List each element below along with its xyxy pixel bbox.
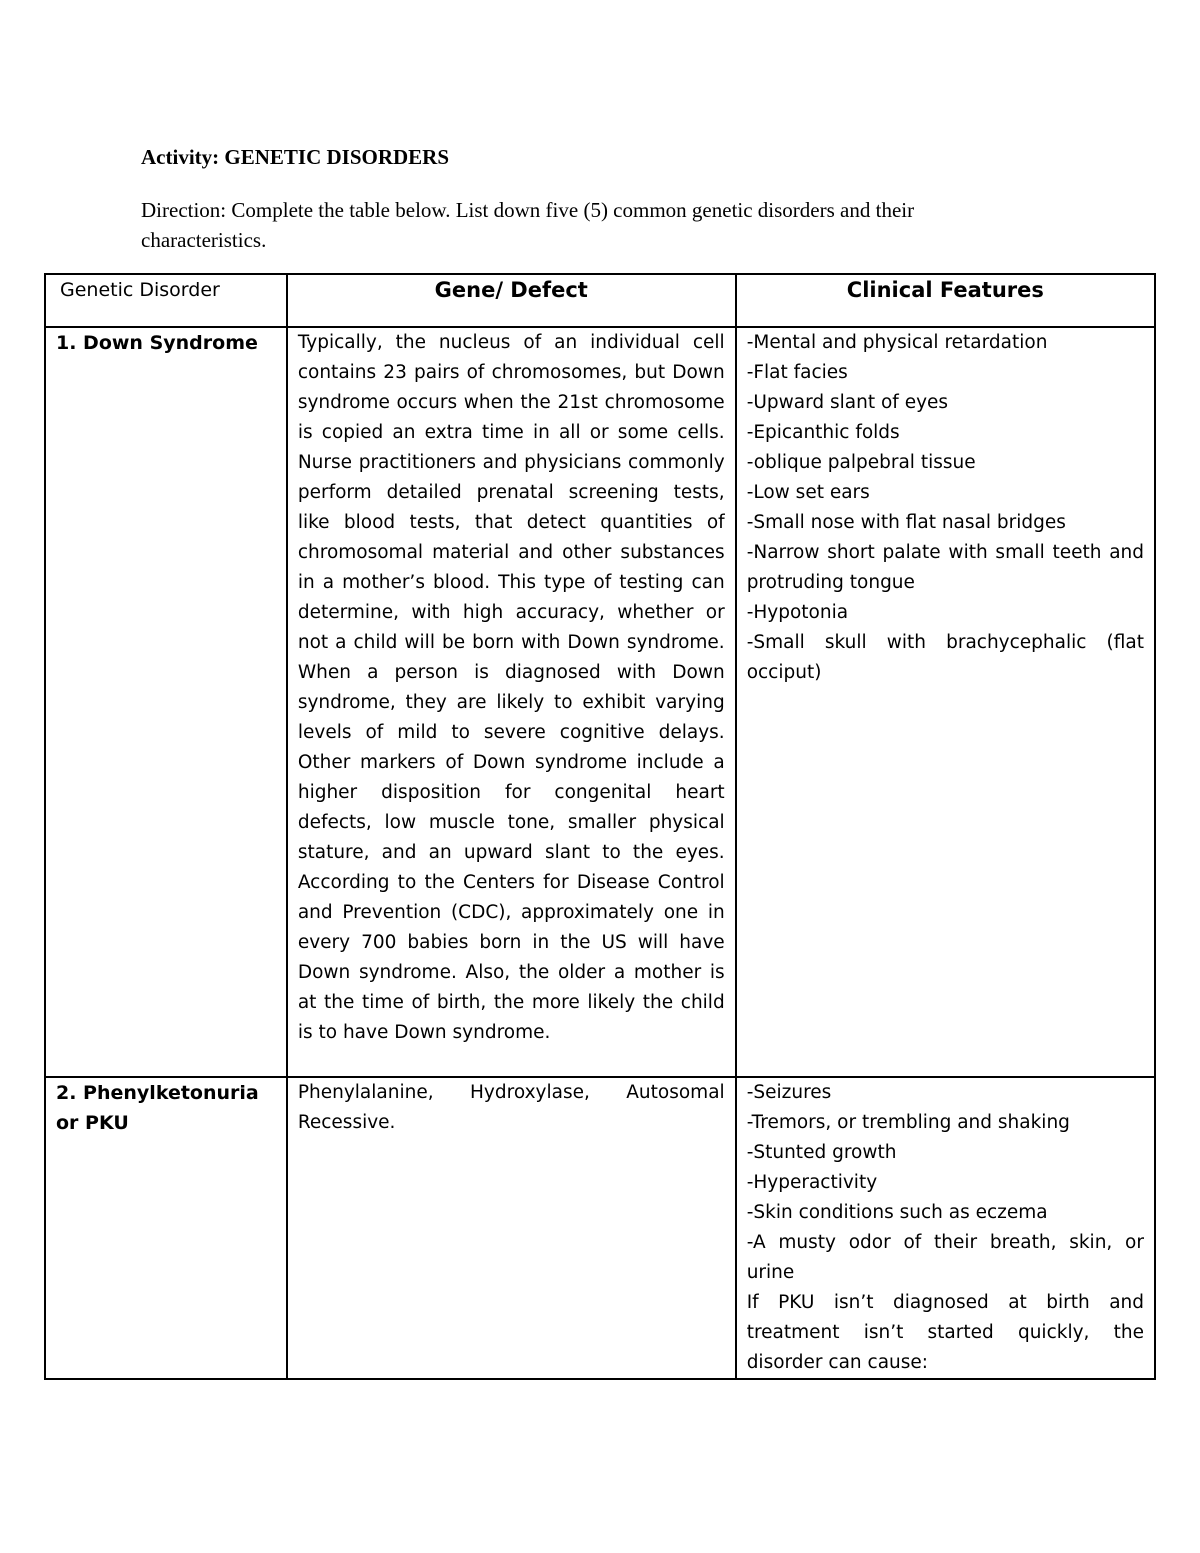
- feature-item: If PKU isn’t diagnosed at birth and treatment isn’t started quickly, the disorder can cause:: [746, 1292, 1144, 1373]
- feature-item: -Stunted growth: [746, 1142, 897, 1163]
- header-cell-features: [736, 274, 1155, 327]
- features-cell: [736, 1077, 1155, 1379]
- table-header-row: [45, 274, 1155, 327]
- feature-item: -A musty odor of their breath, skin, or urine: [746, 1232, 1144, 1283]
- feature-item: -Low set ears: [746, 482, 870, 503]
- disorder-name: 2. Phenylketonuria or PKU: [56, 1082, 259, 1134]
- genetic-disorders-table: [44, 273, 1156, 1380]
- header-features-label: Clinical Features: [846, 278, 1044, 302]
- feature-item: -Tremors, or trembling and shaking: [746, 1112, 1070, 1133]
- table-row: [45, 1077, 1155, 1379]
- header-gene-label: Gene/ Defect: [434, 278, 588, 302]
- gene-cell: [287, 1077, 736, 1379]
- feature-item: -Upward slant of eyes: [746, 392, 949, 413]
- feature-item: -Hypotonia: [746, 602, 849, 623]
- table-row: [45, 327, 1155, 1077]
- gene-description: Phenylalanine, Hydroxylase, Autosomal Recessive.: [297, 1082, 725, 1133]
- page-title: Activity: GENETIC DISORDERS: [141, 145, 450, 169]
- header-disorder-label: Genetic Disorder: [60, 279, 220, 301]
- gene-cell: [287, 327, 736, 1077]
- feature-item: -Seizures: [746, 1082, 832, 1103]
- header-cell-gene: [287, 274, 736, 327]
- feature-item: -Epicanthic folds: [746, 422, 900, 443]
- features-cell: [736, 327, 1155, 1077]
- disorder-cell: [45, 327, 287, 1077]
- disorder-name: 1. Down Syndrome: [56, 332, 258, 354]
- feature-item: -Skin conditions such as eczema: [746, 1202, 1048, 1223]
- feature-item: -oblique palpebral tissue: [746, 452, 976, 473]
- gene-description: Typically, the nucleus of an individual cell contains 23 pairs of chromosomes, but Down syndrome occurs when the 21st chromosome is copied an extra time in all or some cells. Nurse practitioners and physicians commonly perform detailed prenatal screening tests, like blood tests, that detect quantities of chromosomal material and other substances in a mother’s blood. This type of testing can determine, with high accuracy, whether or not a child will be born with Down syndrome. When a person is diagnosed with Down syndrome, they are likely to exhibit varying levels of mild to severe cognitive delays. Other markers of Down syndrome include a higher disposition for congenital heart defects, low muscle tone, smaller physical stature, and an upward slant to the eyes. According to the Centers for Disease Control and Prevention (CDC), approximately one in every 700 babies born in the US will have Down syndrome. Also, the older a mother is at the time of birth, the more likely the child is to have Down syndrome.: [297, 332, 725, 1043]
- feature-item: -Mental and physical retardation: [746, 332, 1048, 353]
- feature-item: -Flat facies: [746, 362, 848, 383]
- header-cell-disorder: [45, 274, 287, 327]
- direction-text: Direction: Complete the table below. List down five (5) common genetic disorders and their characteristics.: [141, 198, 915, 252]
- feature-item: -Small skull with brachycephalic (flat occiput): [746, 632, 1144, 683]
- feature-item: -Small nose with flat nasal bridges: [746, 512, 1066, 533]
- feature-item: -Narrow short palate with small teeth and protruding tongue: [746, 542, 1144, 593]
- disorder-cell: [45, 1077, 287, 1379]
- feature-item: -Hyperactivity: [746, 1172, 878, 1193]
